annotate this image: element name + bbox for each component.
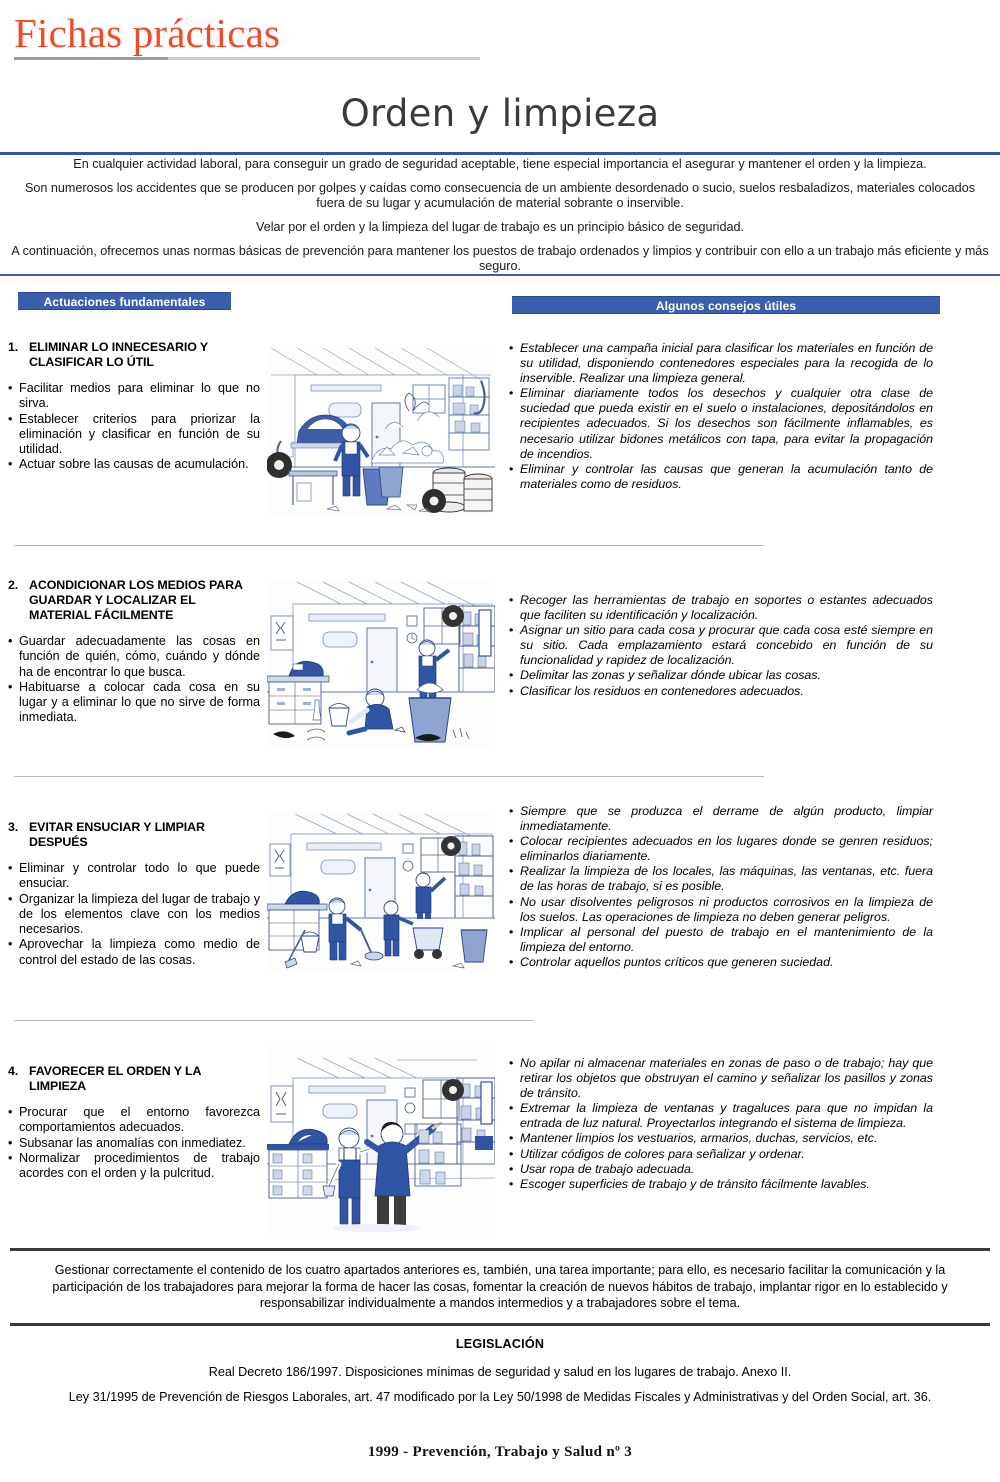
section-1-tip-list	[509, 341, 933, 492]
section-1-actions	[8, 340, 260, 473]
divider-section-2	[14, 776, 764, 777]
section-1-illustration	[267, 345, 495, 517]
list-item: • Usar ropa de trabajo adecuada.	[509, 1162, 933, 1177]
section-3-tips	[509, 804, 933, 970]
section-2-title	[8, 578, 260, 623]
masthead-rule	[14, 57, 480, 60]
intro-paragraph-2: Son numerosos los accidentes que se producen por golpes y caídas como consecuencia de un ambiente desordenado o sucio, suelos resbaladizos, materiales colocados fuera de su lugar y acumulación de material sobrante o inservible.	[24, 181, 975, 210]
colophon: 1999 - Prevención, Trabajo y Salud nº 3	[367, 1444, 633, 1460]
list-item: • Actuar sobre las causas de acumulación.	[8, 457, 260, 472]
section-3-action-list	[8, 861, 260, 968]
list-item: • Aprovechar la limpieza como medio de control del estado de las cosas.	[8, 937, 260, 968]
legislation-body	[30, 1364, 970, 1414]
section-1-title-text: ELIMINAR LO INNECESARIO Y CLASIFICAR LO ÚTIL	[29, 340, 208, 369]
list-item: • Establecer una campaña inicial para clasificar los materiales en función de su utilidad, disponiendo contenedores especiales para la recogida de lo inservible. Realizar una limpieza general.	[509, 341, 933, 386]
closing-block	[30, 1262, 970, 1312]
section-2-actions	[8, 578, 260, 726]
divider-closing-top	[10, 1248, 990, 1251]
list-item: • Realizar la limpieza de los locales, las máquinas, las ventanas, etc. fuera de las horas de trabajo, si es posible.	[509, 864, 933, 894]
section-1-action-list	[8, 381, 260, 473]
section-3-number: 3.	[8, 820, 19, 834]
list-item: • Delimitar las zonas y señalizar dónde ubicar las cosas.	[509, 668, 933, 683]
divider-section-3	[14, 1020, 534, 1021]
list-item: • Implicar al personal del puesto de trabajo en el mantenimiento de la limpieza del entorno.	[509, 925, 933, 955]
section-1-tips	[509, 341, 933, 492]
column-header-actuaciones: Actuaciones fundamentales	[18, 292, 231, 310]
list-item: • Facilitar medios para eliminar lo que no sirva.	[8, 381, 260, 412]
list-item: • Extremar la limpieza de ventanas y tragaluces para que no impidan la entrada de luz natural. Proyectarlos integrando el sistema de limpieza.	[509, 1101, 933, 1131]
column-header-consejos: Algunos consejos útiles	[512, 296, 940, 314]
list-item: • Colocar recipientes adecuados en los lugares donde se genren residuos; eliminarlos diariamente.	[509, 834, 933, 864]
cluttered-workshop-illustration	[267, 345, 495, 517]
section-4-title	[8, 1064, 260, 1094]
list-item: • Controlar aquellos puntos críticos que generen suciedad.	[509, 955, 933, 970]
section-4-actions	[8, 1064, 260, 1181]
intro-block	[10, 157, 990, 283]
section-4-tips	[509, 1056, 933, 1192]
masthead-title: Fichas prácticas	[14, 10, 281, 56]
list-item: • Clasificar los residuos en contenedores adecuados.	[509, 684, 933, 699]
section-3-tip-list	[509, 804, 933, 970]
intro-paragraph-1: En cualquier actividad laboral, para conseguir un grado de seguridad aceptable, tiene especial importancia el asegurar y mantener el orden y la limpieza.	[73, 157, 927, 171]
intro-paragraph-4: A continuación, ofrecemos unas normas básicas de prevención para mantener los puestos de trabajo ordenados y limpios y contribuir con ello a un trabajo más eficiente y más seguro.	[11, 244, 989, 273]
section-1-title	[8, 340, 260, 370]
divider-legislation-top	[10, 1323, 990, 1326]
legislation-entry-2: Ley 31/1995 de Prevención de Riesgos Laborales, art. 47 modificado por la Ley 50/1998 de Medidas Fiscales y Administrativas y del Orden Social, art. 36.	[68, 1390, 932, 1404]
divider-intro-bottom	[0, 274, 1000, 276]
list-item: • Habituarse a colocar cada cosa en su lugar y a eliminar lo que no sirve de forma inmediata.	[8, 680, 260, 726]
list-item: • Eliminar y controlar todo lo que puede ensuciar.	[8, 861, 260, 892]
section-3-title-text: EVITAR ENSUCIAR Y LIMPIAR DESPUÉS	[29, 820, 205, 849]
divider-section-1	[14, 545, 764, 546]
intro-paragraph-3: Velar por el orden y la limpieza del lugar de trabajo es un principio básico de seguridad.	[256, 220, 744, 234]
list-item: • Guardar adecuadamente las cosas en función de quién, cómo, cuándo y dónde ha de encontrar lo que busca.	[8, 634, 260, 680]
list-item: • Organizar la limpieza del lugar de trabajo y de los elementos clave con los medios necesarios.	[8, 892, 260, 938]
section-1-number: 1.	[8, 340, 19, 354]
section-3-illustration	[267, 812, 495, 972]
list-item: • Procurar que el entorno favorezca comportamientos adecuados.	[8, 1105, 260, 1136]
closing-text: Gestionar correctamente el contenido de los cuatro apartados anteriores es, también, una tarea importante; para ello, es necesario facilitar la comunicación y la participación de los trabajadores para mejorar la forma de hacer las cosas, fomentar la creación de nuevos hábitos de trabajo, implantar rigor en lo establecido y responsabilizar individualmente a mandos intermedios y a trabajadores sobre el tema.	[52, 1263, 948, 1310]
list-item: • Subsanar las anomalías con inmediatez.	[8, 1136, 260, 1151]
orderly-workshop-illustration	[267, 1046, 495, 1238]
cleaning-workshop-illustration	[267, 812, 495, 972]
section-2-illustration	[267, 580, 495, 748]
list-item: • Mantener limpios los vestuarios, armarios, duchas, servicios, etc.	[509, 1131, 933, 1146]
list-item: • No usar disolventes peligrosos ni productos corrosivos en la limpieza de los suelos. Las operaciones de limpieza no deben generar peligros.	[509, 895, 933, 925]
list-item: • Establecer criterios para priorizar la eliminación y clasificar en función de su utilidad.	[8, 412, 260, 458]
list-item: • Eliminar diariamente todos los desechos y cualquier otra clase de suciedad que pueda existir en el suelo o instalaciones, depositándolos en recipientes adecuados. Si los desechos son fácilmente inflamables, es necesario utilizar bidones metálicos con tapa, para evitar la propagación de incendios.	[509, 386, 933, 461]
list-item: • Normalizar procedimientos de trabajo acordes con el orden y la pulcritud.	[8, 1151, 260, 1182]
list-item: • Utilizar códigos de colores para señalizar y ordenar.	[509, 1147, 933, 1162]
list-item: • Escoger superficies de trabajo y de tránsito fácilmente lavables.	[509, 1177, 933, 1192]
section-4-action-list	[8, 1105, 260, 1181]
list-item: • Siempre que se produzca el derrame de algún producto, limpiar inmediatamente.	[509, 804, 933, 834]
section-4-number: 4.	[8, 1064, 19, 1078]
storage-shelving-illustration	[267, 580, 495, 748]
section-2-tip-list	[509, 593, 933, 699]
list-item: • No apilar ni almacenar materiales en zonas de paso o de trabajo; hay que retirar los objetos que obstruyan el camino y señalizar los pasillos y zonas de tránsito.	[509, 1056, 933, 1101]
section-4-title-text: FAVORECER EL ORDEN Y LA LIMPIEZA	[29, 1064, 201, 1093]
section-3-actions	[8, 820, 260, 968]
section-2-tips	[509, 593, 933, 699]
page-title: Orden y limpieza	[340, 92, 660, 135]
list-item: • Asignar un sitio para cada cosa y procurar que cada cosa esté siempre en su sitio. Cada emplazamiento estará concebido en función de su funcionalidad y rapidez de localización.	[509, 623, 933, 668]
section-2-title-text: ACONDICIONAR LOS MEDIOS PARA GUARDAR Y LOCALIZAR EL MATERIAL FÁCILMENTE	[29, 578, 243, 622]
masthead	[14, 12, 484, 60]
divider-top	[0, 152, 1000, 155]
section-3-title	[8, 820, 260, 850]
legislation-title: LEGISLACIÓN	[455, 1337, 545, 1351]
legislation-entry-1: Real Decreto 186/1997. Disposiciones mínimas de seguridad y salud en los lugares de trabajo. Anexo II.	[208, 1365, 792, 1379]
list-item: • Eliminar y controlar las causas que generan la acumulación tanto de materiales como de residuos.	[509, 462, 933, 492]
section-2-action-list	[8, 634, 260, 726]
list-item: • Recoger las herramientas de trabajo en soportes o estantes adecuados que faciliten su identificación y localización.	[509, 593, 933, 623]
section-2-number: 2.	[8, 578, 19, 592]
section-4-illustration	[267, 1046, 495, 1238]
section-4-tip-list	[509, 1056, 933, 1192]
